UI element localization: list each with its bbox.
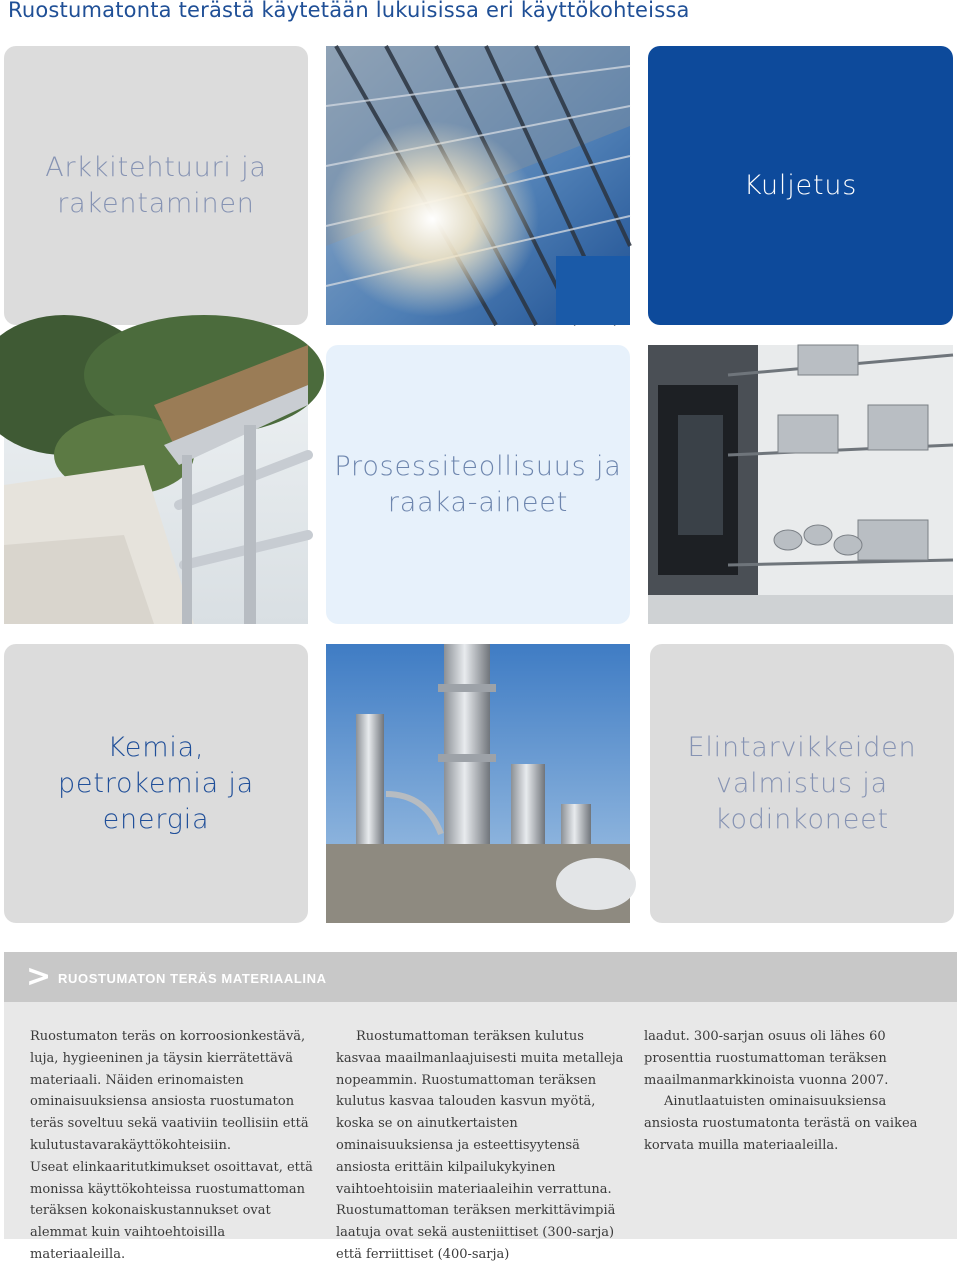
paragraph: laadut. 300-sarjan osuus oli lähes 60 prosenttia ruostumattoman teräksen maailmanmarkkinoista vuonna 2007. <box>644 1029 889 1088</box>
tile-architecture <box>4 46 308 325</box>
tile-food-appliances-label: Elintarvikkeiden valmistus ja kodinkoneet <box>687 731 917 835</box>
text-column-3 <box>644 1026 936 1157</box>
paragraph: Useat elinkaaritutkimukset osoittavat, että monissa käyttökohteissa ruostumattoman teräksen kokonaiskustannukset ovat alemmat kuin vaihtoehtoisilla materiaaleilla. <box>30 1159 313 1262</box>
glass-canopy-image <box>326 46 630 325</box>
tile-food-appliances <box>650 644 954 923</box>
tile-transport-label: Kuljetus <box>743 169 858 201</box>
page-title: Ruostumatonta terästä käytetään lukuisissa eri käyttökohteissa <box>8 0 690 22</box>
paragraph: Ainutlaatuisten ominaisuuksiensa ansiosta ruostumatonta terästä on vaikea korvata muilla materiaaleilla. <box>644 1094 918 1153</box>
tile-chemistry-energy <box>4 644 308 923</box>
steel-railing-image <box>4 345 308 624</box>
info-section <box>4 952 957 1262</box>
text-column-2 <box>336 1026 628 1266</box>
kitchen-shelves-image <box>648 345 953 624</box>
refinery-image <box>326 644 630 923</box>
paragraph: Ruostumattoman teräksen kulutus kasvaa maailmanlaajuisesti muita metalleja nopeammin. Ruostumattoman teräksen kulutus kasvaa talouden kasvun myötä, koska se on ainutkertaisten ominaisuuksiensa ja esteettisyytensä ansiosta erittäin kilpailukykyinen vaihtoehtoisiin materiaaleihin verrattuna. Ruostumattoman teräksen merkittävimpiä laatuja ovat sekä austeniittiset (300-sarja) että ferriittiset (400-sarja) <box>336 1029 624 1262</box>
tile-transport <box>648 46 953 325</box>
tile-process-industry-label: Prosessiteollisuus ja raaka-aineet <box>334 450 622 518</box>
info-heading: RUOSTUMATON TERÄS MATERIAALINA <box>58 971 327 986</box>
photo-refinery <box>326 644 630 923</box>
photo-steel-railing <box>4 345 308 624</box>
paragraph: Ruostumaton teräs on korroosionkestävä, luja, hygieeninen ja täysin kierrätettävä materiaali. Näiden erinomaisten ominaisuuksiensa ansiosta ruostumaton teräs soveltuu sekä vaativiin teollisiin että kulutustavarakäyttökohteisiin. <box>30 1029 309 1153</box>
photo-glass-canopy <box>326 46 630 325</box>
tile-process-industry <box>326 345 630 624</box>
text-column-1 <box>30 1026 322 1266</box>
photo-kitchen-shelves <box>648 345 953 624</box>
chevron-right-icon: > <box>26 959 52 994</box>
info-header <box>4 952 957 1002</box>
tile-chemistry-energy-label: Kemia, petrokemia ja energia <box>57 731 255 835</box>
tile-architecture-label: Arkkitehtuuri ja rakentaminen <box>45 151 267 219</box>
